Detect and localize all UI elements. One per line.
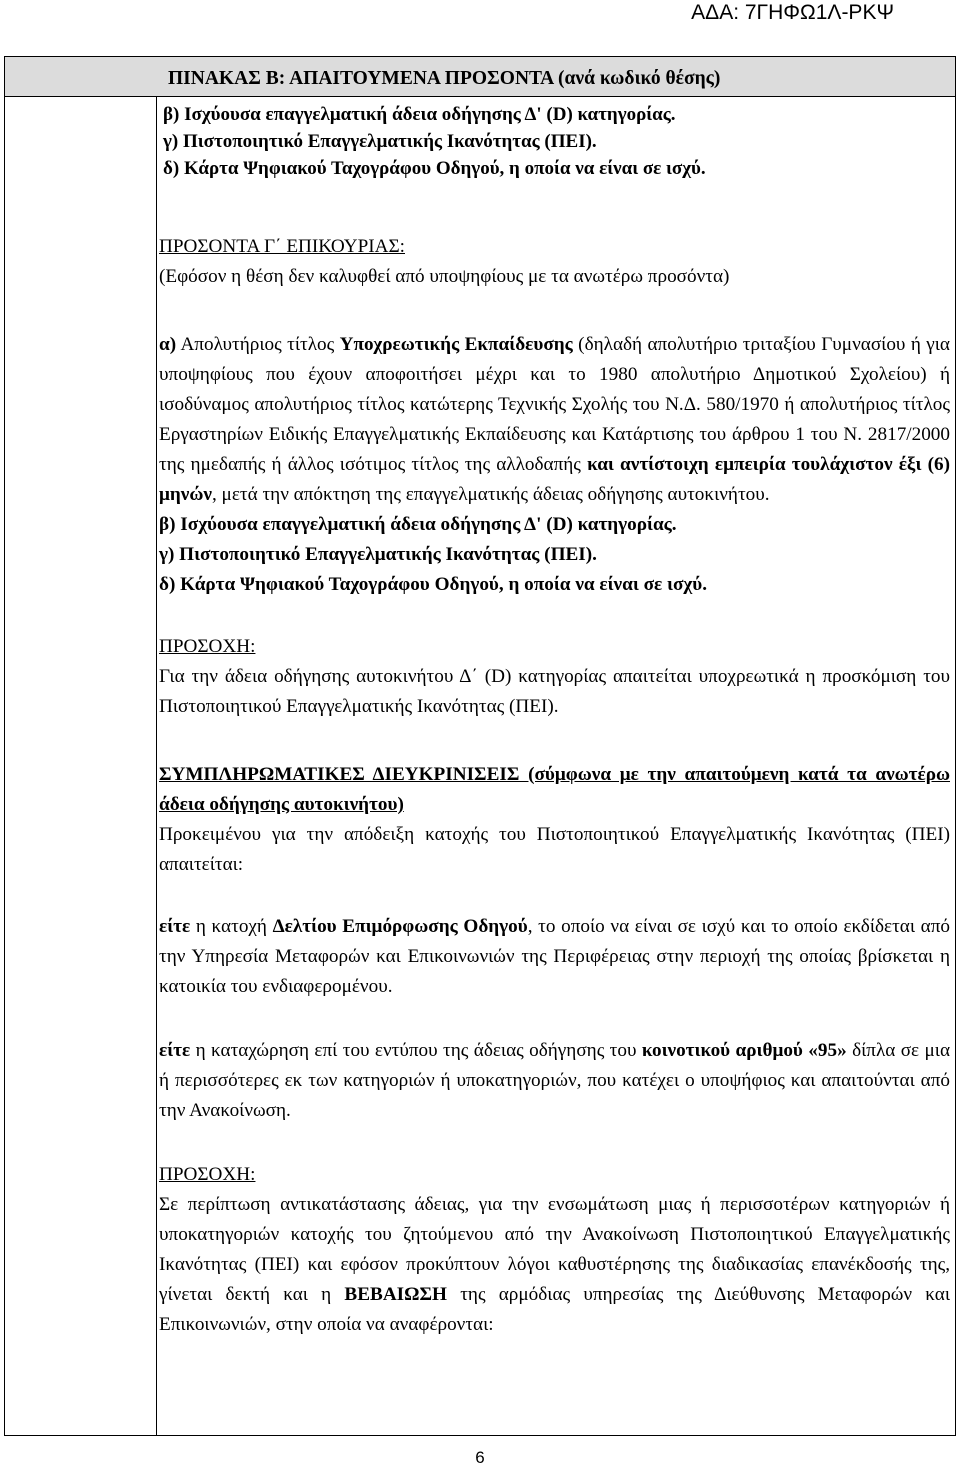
section-c-item-c: γ) Πιστοποιητικό Επαγγελματικής Ικανότητας (ΠΕΙ). [159,544,597,565]
either1-bold2: Δελτίου Επιμόρφωσης Οδηγού [272,916,528,937]
item-a-bold1: Υποχρεωτικής Εκπαίδευσης [339,334,573,355]
top-line-b: β) Ισχύουσα επαγγελματική άδεια οδήγησης Δ' (D) κατηγορίας. [163,104,676,125]
section-c-item-a [159,330,950,510]
item-a-text2: (δηλαδή απολυτήριο τριταξίου Γυμνασίου ή για υποψηφίους που έχουν αποφοιτήσει μέχρι και το 1980 απολυτήριο Δημοτικού Σχολείου) ή ισοδύναμος απολυτήριος τίτλος κατώτερης Τεχνικής Σχολής του Ν.Δ. 580/1970 ή απολυτήριος τίτλος Εργαστηρίων Ειδικής Επαγγελματικής Εκπαίδευσης και Κατάρτισης του άρθρου 1 του Ν. 2817/2000 της ημεδαπής ή άλλος ισότιμος τίτλος της αλλοδαπής [159,334,950,475]
item-a-bold2: και αντίστοιχη εμπειρία τουλάχιστον έξι (6) μηνών [159,454,950,505]
either2-text1: η καταχώρηση επί του εντύπου της άδειας οδήγησης του [190,1040,642,1061]
either2-bold2: κοινοτικού αριθμού «95» [641,1040,847,1061]
section-c-subtitle: (Εφόσον η θέση δεν καλυφθεί από υποψηφίους με τα ανωτέρω προσόντα) [159,266,730,287]
ada-code: ΑΔΑ: 7ΓΗΦΩ1Λ-ΡΚΨ [691,1,894,24]
attention2-title: ΠΡΟΣΟΧΗ: [159,1164,256,1185]
either1-text1: η κατοχή [190,916,273,937]
section-c-title: ΠΡΟΣΟΝΤΑ Γ΄ ΕΠΙΚΟΥΡΙΑΣ: [159,236,405,257]
attention1-title: ΠΡΟΣΟΧΗ: [159,636,256,657]
supplementary-title: ΣΥΜΠΛΗΡΩΜΑΤΙΚΕΣ ΔΙΕΥΚΡΙΝΙΣΕΙΣ (σύμφωνα με την απαιτούμενη κατά τα ανωτέρω άδεια οδήγησης αυτοκινήτου) [159,764,950,815]
section-c-item-d: δ) Κάρτα Ψηφιακού Ταχογράφου Οδηγού, η οποία να είναι σε ισχύ. [159,574,708,595]
item-a-text3: , μετά την απόκτηση της επαγγελματικής άδειας οδήγησης αυτοκινήτου. [211,484,770,505]
either-option-2 [159,1036,950,1126]
either-option-1 [159,912,950,1002]
attention2-text1: Σε περίπτωση αντικατάστασης άδειας, για την ενσωμάτωση μιας ή περισσοτέρων κατηγοριών ή υποκατηγοριών κατοχής του ζητούμενου από την Ανακοίνωση Πιστοποιητικού Επαγγελματικής Ικανότητας (ΠΕΙ) και εφόσον προκύπτουν λόγοι καθυστέρησης της διαδικασίας επανέκδοσής της, γίνεται δεκτή και η [159,1194,950,1305]
main-content [159,232,950,1340]
top-line-c: γ) Πιστοποιητικό Επαγγελματικής Ικανότητας (ΠΕΙ). [163,131,597,152]
either2-bold: είτε [159,1040,191,1061]
column-divider [156,97,157,1435]
attention1-text: Για την άδεια οδήγησης αυτοκινήτου Δ΄ (D) κατηγορίας απαιτείται υποχρεωτικά η προσκόμιση του Πιστοποιητικού Επαγγελματικής Ικανότητας (ΠΕΙ). [159,666,950,717]
item-a-prefix: α) [159,334,177,355]
top-line-d: δ) Κάρτα Ψηφιακού Ταχογράφου Οδηγού, η οποία να είναι σε ισχύ. [163,158,706,179]
either1-text2: , το οποίο να είναι σε ισχύ και το οποίο εκδίδεται από την Υπηρεσία Μεταφορών και Επικοινωνιών της Περιφέρειας στην περιοχή της οποίας βρίσκεται η κατοικία του ενδιαφερομένου. [159,916,950,997]
page-number: 6 [475,1448,485,1467]
table-header-title: ΠΙΝΑΚΑΣ Β: ΑΠΑΙΤΟΥΜΕΝΑ ΠΡΟΣΟΝΤΑ (ανά κωδικό θέσης) [168,68,721,89]
supplementary-intro: Προκειμένου για την απόδειξη κατοχής του Πιστοποιητικού Επαγγελματικής Ικανότητας (ΠΕΙ) απαιτείται: [159,824,950,875]
previous-section-lines [163,101,706,182]
attention2-text2: της αρμόδιας υπηρεσίας της Διεύθυνσης Μεταφορών και Επικοινωνιών, στην οποία να αναφέρονται: [159,1284,951,1335]
attention2-bold: ΒΕΒΑΙΩΣΗ [344,1284,447,1305]
section-c-item-b: β) Ισχύουσα επαγγελματική άδεια οδήγησης Δ' (D) κατηγορίας. [159,514,677,535]
either2-text2: δίπλα σε μια ή περισσότερες εκ των κατηγοριών ή υποκατηγοριών, που κατέχει ο υποψήφιος και απαιτούνται από την Ανακοίνωση. [159,1040,950,1121]
either1-bold: είτε [159,916,191,937]
attention2-text [159,1190,950,1340]
item-a-text1: Απολυτήριος τίτλος [176,334,340,355]
